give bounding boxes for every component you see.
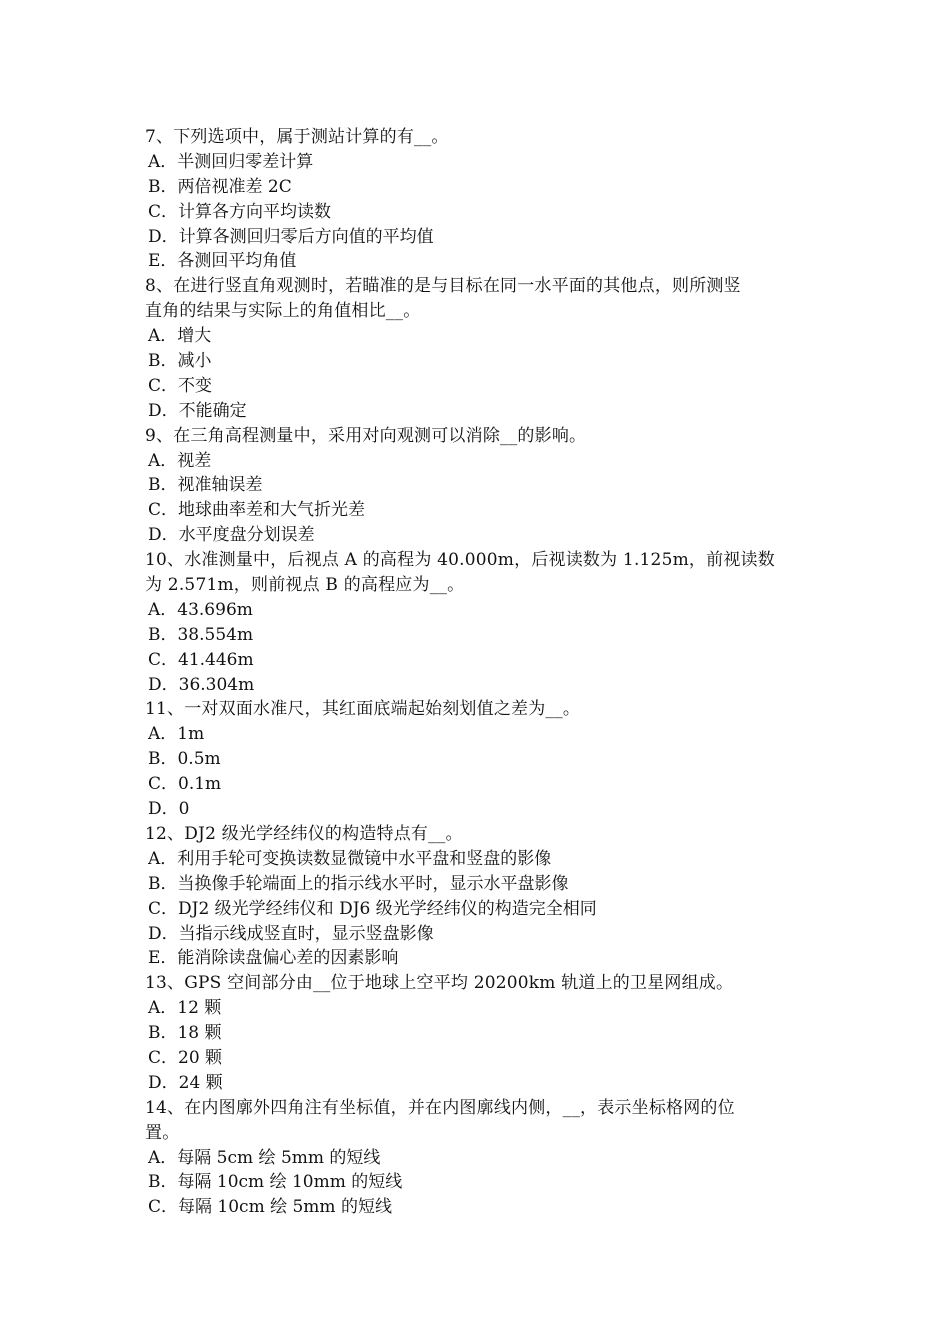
answer-option: A．每隔 5cm 绘 5mm 的短线 <box>148 1147 381 1168</box>
answer-option: D．不能确定 <box>148 400 247 421</box>
answer-option: B．视准轴误差 <box>148 475 263 496</box>
question-text-line: 7、下列选项中，属于测站计算的有__。 <box>145 127 449 147</box>
answer-option: A．12 颗 <box>148 998 222 1019</box>
question-text-line: 14、在内图廓外四角注有坐标值，并在内图廓线内侧，__，表示坐标格网的位 <box>145 1097 735 1118</box>
answer-option: C．41.446m <box>148 649 254 670</box>
question-text-line: 8、在进行竖直角观测时，若瞄准的是与目标在同一水平面的其他点，则所测竖 <box>145 276 741 297</box>
answer-option: B．18 颗 <box>148 1023 222 1044</box>
answer-option: C．20 颗 <box>148 1047 223 1068</box>
answer-option: A．1m <box>148 724 205 745</box>
answer-option: B．每隔 10cm 绘 10mm 的短线 <box>148 1172 403 1193</box>
question-text-line: 置。 <box>145 1122 180 1143</box>
answer-option: D．0 <box>148 799 190 820</box>
answer-option: D．计算各测回归零后方向值的平均值 <box>148 226 434 247</box>
answer-option: B．0.5m <box>148 749 221 770</box>
question-text-line: 11、一对双面水准尺，其红面底端起始刻划值之差为__。 <box>145 699 581 720</box>
question-text-line: 直角的结果与实际上的角值相比__。 <box>145 301 421 322</box>
answer-option: C．不变 <box>148 375 213 396</box>
question-text-line: 12、DJ2 级光学经纬仪的构造特点有__。 <box>145 823 463 844</box>
question-text-line: 10、水准测量中，后视点 A 的高程为 40.000m，后视读数为 1.125m，前视读数 <box>145 550 775 571</box>
question-text-line: 13、GPS 空间部分由__位于地球上空平均 20200km 轨道上的卫星网组成。 <box>145 973 734 994</box>
answer-option: C．每隔 10cm 绘 5mm 的短线 <box>148 1197 392 1218</box>
answer-option: C．DJ2 级光学经纬仪和 DJ6 级光学经纬仪的构造完全相同 <box>148 898 597 919</box>
answer-option: A．增大 <box>148 326 212 347</box>
answer-option: C．计算各方向平均读数 <box>148 201 332 222</box>
answer-option: A．利用手轮可变换读数显微镜中水平盘和竖盘的影像 <box>148 848 552 869</box>
document-body <box>145 125 810 1220</box>
answer-option: D．24 颗 <box>148 1072 223 1093</box>
answer-option: C．地球曲率差和大气折光差 <box>148 500 366 521</box>
answer-option: E．各测回平均角值 <box>148 251 297 272</box>
answer-option: E．能消除读盘偏心差的因素影响 <box>148 948 399 969</box>
answer-option: A．视差 <box>148 450 212 471</box>
question-text-line: 为 2.571m，则前视点 B 的高程应为__。 <box>145 575 465 596</box>
answer-option: B．减小 <box>148 351 212 372</box>
answer-option: D．当指示线成竖直时，显示竖盘影像 <box>148 923 434 944</box>
question-text-line: 9、在三角高程测量中，采用对向观测可以消除__的影响。 <box>145 425 587 446</box>
answer-option: B．当换像手轮端面上的指示线水平时，显示水平盘影像 <box>148 873 569 894</box>
answer-option: A．半测回归零差计算 <box>148 151 314 172</box>
answer-option: A．43.696m <box>148 599 253 620</box>
answer-option: B．38.554m <box>148 624 254 645</box>
answer-option: D．水平度盘分划误差 <box>148 525 315 546</box>
answer-option: D．36.304m <box>148 674 255 695</box>
answer-option: C．0.1m <box>148 774 222 795</box>
answer-option: B．两倍视准差 2C <box>148 176 292 197</box>
